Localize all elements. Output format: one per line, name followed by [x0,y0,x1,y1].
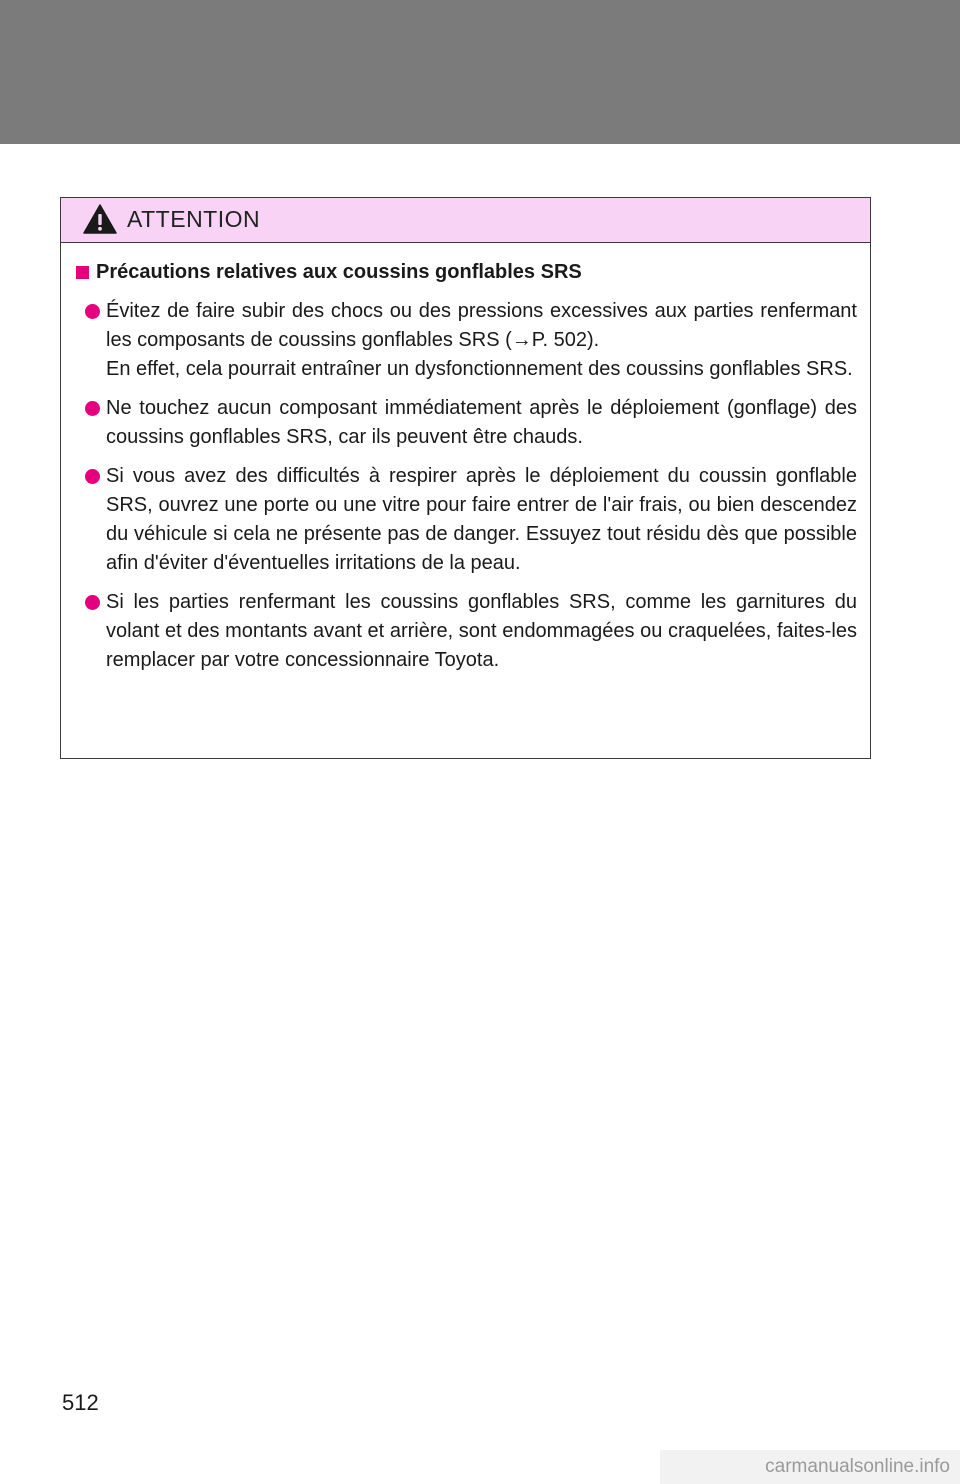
watermark: carmanualsonline.info [660,1450,960,1484]
bullet-item [76,394,857,452]
bullet-text: Si les parties renfermant les coussins gonflables SRS, comme les garnitures du volant et des montants avant et arrière, sont endommagées ou craquelées, faites-les remplacer par votre concessionnaire Toyota. [106,591,857,671]
section-heading [76,258,857,287]
round-bullet-icon [85,595,100,610]
bullet-item [76,588,857,675]
section-heading-text: Précautions relatives aux coussins gonflables SRS [96,261,582,283]
page-number: 512 [62,1390,99,1415]
square-bullet-icon [76,266,89,279]
caution-title: ATTENTION [127,206,261,232]
bullet-item [76,297,857,384]
bullet-item [76,462,857,578]
bullet-text: Évitez de faire subir des chocs ou des pressions excessives aux parties renfermant les composants de coussins gonflables SRS (→P. 502). [106,300,857,351]
bullet-text: Ne touchez aucun composant immédiatement après le déploiement (gonflage) des coussins gonflables SRS, car ils peuvent être chauds. [106,397,857,448]
caution-body [61,243,870,675]
page-header-band [0,0,960,144]
round-bullet-icon [85,304,100,319]
caution-header [61,198,870,243]
bullet-text-continued: En effet, cela pourrait entraîner un dysfonctionnement des coussins gonflables SRS. [106,358,853,380]
round-bullet-icon [85,401,100,416]
caution-box [60,197,871,759]
round-bullet-icon [85,469,100,484]
bullet-text: Si vous avez des difficultés à respirer après le déploiement du coussin gonflable SRS, ouvrez une porte ou une vitre pour faire entrer de l'air frais, ou bien descendez du véhicule si cela ne présente pas de danger. Essuyez tout résidu dès que possible afin d'éviter d'éventuelles irritations de la peau. [106,465,857,574]
warning-triangle-icon [83,204,117,234]
